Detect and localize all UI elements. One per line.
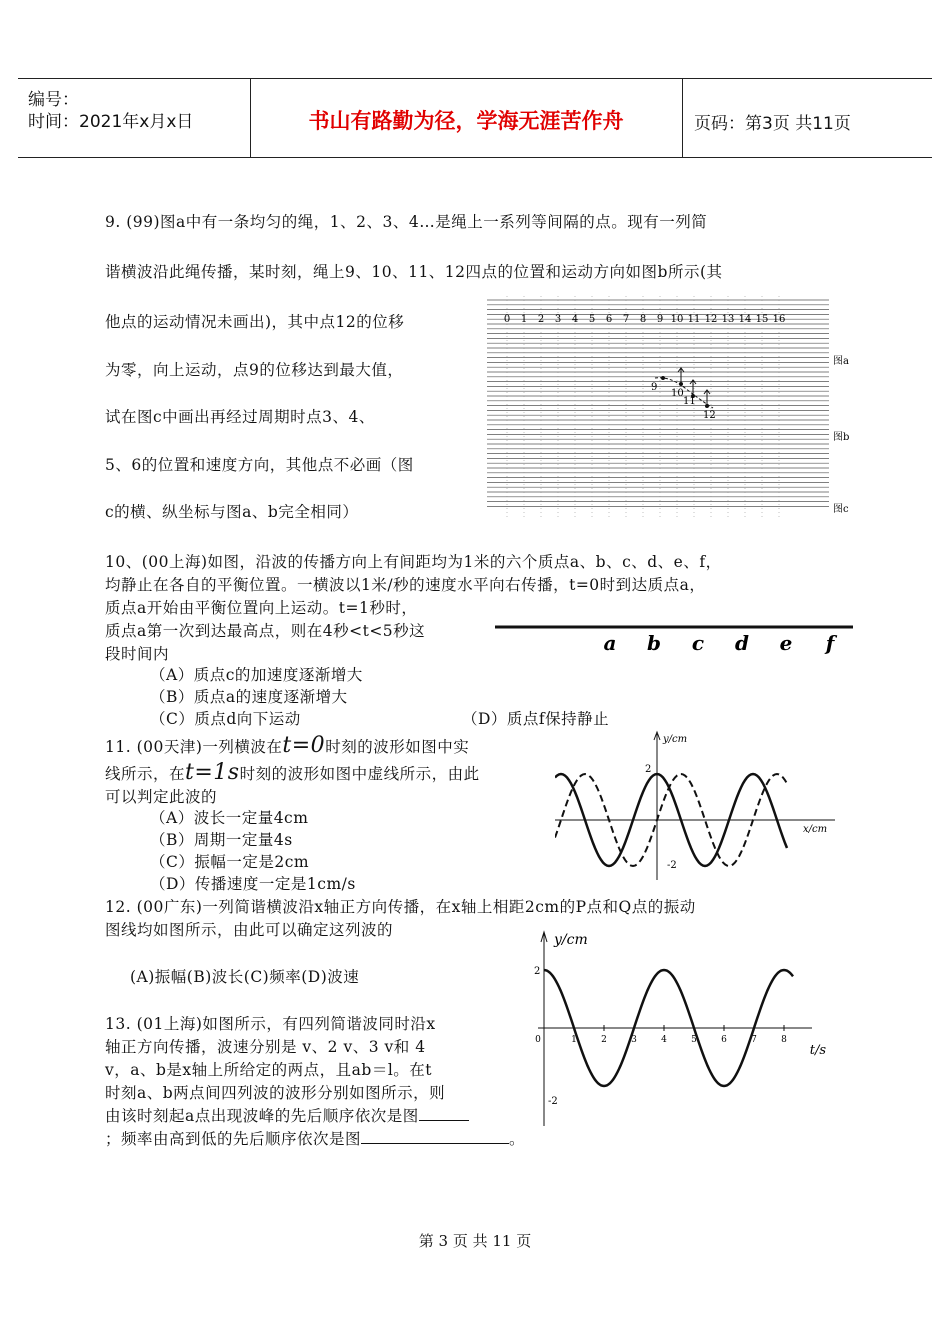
q12-line1: 12. (00广东)一列简谐横波沿x轴正方向传播，在x轴上相距2cm的P点和Q点的振动	[105, 898, 696, 916]
q12-ylabel: y/cm	[554, 932, 588, 948]
q10-line4: 质点a第一次到达最高点，则在4秒<t<5秒这	[105, 622, 426, 640]
q12-tick-pos: 2	[534, 966, 541, 977]
fig-a-label: 图a	[833, 356, 849, 367]
q13-line5-text: 由该时刻起a点出现波峰的先后顺序依次是图	[105, 1107, 419, 1125]
q9-point-12	[705, 404, 709, 408]
q9-number-label: 12	[704, 314, 718, 325]
q9-arrow-up-icon	[690, 380, 696, 394]
q11-line2-b: 时刻的波形如图中虚线所示，由此	[239, 765, 480, 783]
q9-line3: 他点的运动情况未画出)，其中点12的位移	[105, 313, 405, 331]
q9-number-label: 11	[687, 314, 701, 325]
q10-points-figure	[495, 612, 855, 662]
header-meta-cell	[18, 79, 251, 157]
q9-line7: c的横、纵坐标与图a、b完全相同）	[105, 503, 359, 521]
q9-label-11: 11	[683, 396, 696, 407]
q9-number-label: 1	[520, 314, 528, 325]
page-label: 页码：第3页 共11页	[694, 114, 851, 134]
q9-number-label: 7	[622, 314, 630, 325]
page-header	[18, 78, 932, 158]
q11-option-d: （D）传播速度一定是1cm/s	[150, 875, 356, 893]
q10-point-b: b	[647, 631, 661, 655]
q12-options: (A)振幅(B)波长(C)频率(D)波速	[130, 968, 360, 986]
q10-point-labels	[604, 631, 838, 655]
q9-arrow-up-icon	[678, 368, 684, 382]
q12-tick-label: 8	[781, 1035, 787, 1045]
q9-number-label: 10	[670, 314, 684, 325]
q13-line2: 轴正方向传播，波速分别是 v、2 v、3 v和 4	[105, 1038, 426, 1056]
q11-wave-figure	[555, 728, 845, 886]
q10-option-a: （A）质点c的加速度逐渐增大	[150, 666, 363, 684]
q9-line5: 试在图c中画出再经过周期时点3、4、	[105, 408, 375, 426]
fig-b-label: 图b	[833, 432, 850, 443]
q9-arrow-up-icon	[704, 390, 710, 404]
q13-line1: 13. (01上海)如图所示，有四列简谐波同时沿x	[105, 1015, 436, 1033]
q10-option-c: （C）质点d向下运动	[150, 710, 301, 728]
fig-c-label: 图c	[833, 504, 849, 515]
q12-line2: 图线均如图所示，由此可以确定这列波的	[105, 921, 394, 939]
q11-tick-neg: -2	[667, 860, 677, 871]
q11-option-b: （B）周期一定量4s	[150, 831, 293, 849]
q10-point-c: c	[691, 631, 705, 655]
q9-number-label: 3	[554, 314, 562, 325]
q9-grid-lines	[487, 296, 829, 518]
q11-line1-b: 时刻的波形如图中实	[325, 738, 470, 756]
q9-line4: 为零，向上运动，点9的位移达到最大值，	[105, 361, 404, 379]
q9-number-label: 4	[571, 314, 579, 325]
q9-line6: 5、6的位置和速度方向，其他点不必画（图	[105, 456, 414, 474]
q10-line1: 10、(00上海)如图，沿波的传播方向上有间距均为1米的六个质点a、b、c、d、e、f，	[105, 553, 722, 571]
q11-tick-pos: 2	[645, 764, 652, 775]
q9-number-label: 5	[588, 314, 596, 325]
q10-option-d: （D）质点f保持静止	[462, 710, 610, 728]
q13-answer-blank-2[interactable]	[361, 1129, 509, 1144]
q10-line2: 均静止在各自的平衡位置。一横波以1米/秒的速度水平向右传播，t=0时到达质点a，	[105, 576, 706, 594]
q11-line3: 可以判定此波的	[105, 788, 218, 806]
q13-line4: 时刻a、b两点间四列波的波形分别如图所示，则	[105, 1084, 446, 1102]
q11-xlabel: x/cm	[803, 824, 828, 835]
q11-line2	[105, 760, 480, 785]
q12-tick-label: 0	[535, 1035, 541, 1045]
q10-point-d: d	[735, 631, 749, 655]
q9-label-10: 10	[671, 388, 684, 399]
q10-line3: 质点a开始由平衡位置向上运动。t=1秒时，	[105, 599, 418, 617]
q11-option-a: （A）波长一定量4cm	[150, 809, 309, 827]
q10-option-b: （B）质点a的速度逐渐增大	[150, 688, 348, 706]
q12-vibration-figure	[530, 926, 830, 1132]
q9-point-9	[661, 376, 665, 380]
q12-tick-label: 3	[631, 1035, 637, 1045]
q10-point-a: a	[603, 631, 617, 655]
q12-tick-label: 5	[691, 1035, 697, 1045]
q9-label-9: 9	[651, 382, 658, 393]
q11-t1: t=1s	[185, 760, 240, 785]
q9-number-label: 15	[755, 314, 769, 325]
q13-line6-text: ；频率由高到低的先后顺序依次是图	[105, 1130, 362, 1148]
q13-line3: v，a、b是x轴上所给定的两点，且ab＝l。在t	[105, 1061, 433, 1079]
q11-line1	[105, 733, 469, 758]
q12-tick-neg: -2	[548, 1096, 558, 1107]
q10-line5: 段时间内	[105, 645, 170, 663]
q12-tick-label: 2	[601, 1035, 607, 1045]
motto: 书山有路勤为径，学海无涯苦作舟	[308, 109, 624, 133]
q9-rope-figure	[485, 296, 855, 518]
q11-option-c: （C）振幅一定是2cm	[150, 853, 310, 871]
q11-ylabel: y/cm	[663, 734, 688, 745]
q11-line2-a: 线所示，在	[105, 765, 186, 783]
time-label: 时间：2021年x月x日	[28, 112, 194, 132]
q12-tick-label: 7	[751, 1035, 757, 1045]
q11-t0: t=0	[282, 733, 326, 758]
q9-number-label: 6	[605, 314, 613, 325]
q9-number-label: 16	[772, 314, 786, 325]
q13-line6-end: 。	[509, 1130, 526, 1148]
q9-line2: 谐横波沿此绳传播，某时刻，绳上9、10、11、12四点的位置和运动方向如图b所示(其	[105, 263, 723, 281]
q13-line6	[105, 1127, 525, 1149]
q9-label-12: 12	[703, 410, 716, 421]
q9-number-label: 8	[639, 314, 647, 325]
q13-line5	[105, 1104, 469, 1126]
q12-tick-label: 1	[571, 1035, 577, 1045]
q9-point-10	[679, 382, 683, 386]
q9-number-label: 14	[738, 314, 752, 325]
q13-answer-blank-1[interactable]	[419, 1106, 469, 1121]
q12-xlabel: t/s	[809, 1043, 826, 1058]
q9-number-label: 13	[721, 314, 735, 325]
q11-line1-a: 11. (00天津)一列横波在	[105, 738, 283, 756]
q12-tick-label: 6	[721, 1035, 727, 1045]
q12-tick-label: 4	[661, 1035, 667, 1045]
q9-line1: 9. (99)图a中有一条均匀的绳，1、2、3、4…是绳上一系列等间隔的点。现有一列简	[105, 213, 708, 231]
q9-number-label: 9	[656, 314, 664, 325]
header-page-cell	[682, 79, 932, 157]
q9-number-label: 0	[503, 314, 511, 325]
q10-point-f: f	[825, 631, 835, 655]
page-footer: 第 3 页 共 11 页	[418, 1232, 532, 1250]
number-label: 编号：	[28, 90, 79, 110]
q9-number-label: 2	[537, 314, 545, 325]
header-motto-cell	[250, 79, 683, 157]
q10-point-e: e	[779, 631, 793, 655]
